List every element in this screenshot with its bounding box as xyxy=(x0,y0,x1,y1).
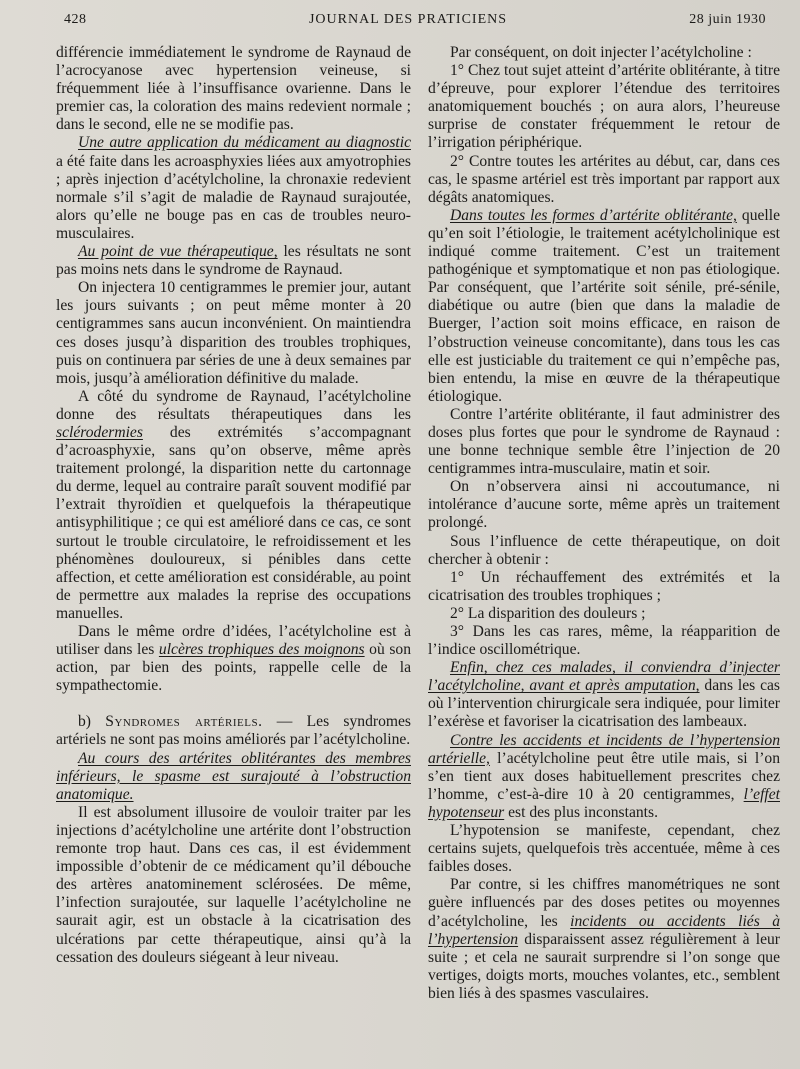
running-header xyxy=(50,12,766,34)
paragraph: différencie immédiatement le syndrome de Raynaud de l’acrocyanose avec hypertension veineuse, si fréquemment liée à l’insuffisance ovarienne. Dans le premier cas, la coloration des mains redevient normale ; dans le second, elle ne se modifie pas. xyxy=(56,44,411,134)
right-column xyxy=(428,44,780,1003)
journal-title: JOURNAL DES PRATICIENS xyxy=(308,12,508,27)
paragraph: Sous l’influence de cette thérapeutique, on doit chercher à obtenir : xyxy=(428,532,780,568)
left-column xyxy=(56,44,411,967)
page-number: 428 xyxy=(64,12,87,27)
list-item: 2° Contre toutes les artérites au début, car, dans ces cas, le spasme artériel est très important par rapport aux dégâts anatomiques. xyxy=(428,152,780,206)
paragraph: On n’observera ainsi ni accoutumance, ni intolérance d’aucune sorte, même après un traitement prolongé. xyxy=(428,478,780,532)
paragraph: Par contre, si les chiffres manométriques ne sont guère influencés par des doses petites ou moyennes d’acétylcholine, les incidents ou accidents liés à l’hypertension disparaissent assez régulièrement à leur suite ; et cela ne saurait surprendre si l’on songe que vertiges, doigts morts, mouches volantes, etc., semblent bien liés à des spasmes vasculaires. xyxy=(428,876,781,1002)
paragraph: L’hypotension se manifeste, cependant, chez certains sujets, quelquefois très accentuée, même à ces faibles doses. xyxy=(428,822,780,876)
paragraph: Contre les accidents et incidents de l’hypertension artérielle, l’acétylcholine peut être utile mais, si l’on s’en tient aux doses habituellement prescrites chez l’homme, c’est-à-dire 10 à 20 centigrammes, l’effet hypotenseur est des plus inconstants. xyxy=(428,731,780,821)
issue-date: 28 juin 1930 xyxy=(689,12,766,27)
section-heading-paragraph: b) Syndromes artériels. — Les syndromes artériels ne sont pas moins améliorés par l’acétylcholine. xyxy=(56,713,412,749)
paragraph: On injectera 10 centigrammes le premier jour, autant les jours suivants ; on peut même monter à 20 centigrammes sans aucun inconvénient. On maintiendra ces doses jusqu’à disparition des troubles trophiques, puis on continuera par séries de une à deux semaines par mois, jusqu’à amélioration définitive du malade. xyxy=(56,279,411,387)
paragraph: Enfin, chez ces malades, il conviendra d’injecter l’acétylcholine, avant et après amputation, dans les cas où l’intervention chirurgicale sera indiquée, pour limiter l’exérèse et favoriser la cicatrisation des lambeaux. xyxy=(428,659,780,731)
list-item: 1° Chez tout sujet atteint d’artérite oblitérante, à titre d’épreuve, pour explorer l’étendue des territoires anatomiquement bouchés ; on aura alors, l’heureuse surprise de constater fréquemment le retour de l’irrigation périphérique. xyxy=(428,62,780,152)
paragraph: Dans le même ordre d’idées, l’acétylcholine est à utiliser dans les ulcères trophiques des moignons où son action, par bien des points, rappelle celle de la sympathectomie. xyxy=(56,623,411,695)
paragraph: Dans toutes les formes d’artérite oblitérante, quelle qu’en soit l’étiologie, le traitement acétylcholinique est indiqué comme traitement. C’est un traitement pathogénique et symptomatique et non pas étiologique. Par conséquent, que l’artérite soit sénile, pré-sénile, diabétique ou autre (bien que dans la maladie de Buerger, l’action soit moins efficace, en raison de l’obstruction veineuse concomitante), dans tous les cas elle est justiciable du traitement ce qui n’empêche pas, bien entendu, la mise en œuvre de la thérapeutique étiologique. xyxy=(428,206,780,405)
paragraph: Contre l’artérite oblitérante, il faut administrer des doses plus fortes que pour le syndrome de Raynaud : une bonne technique semble être l’injection de 20 centigrammes intra-musculaire, matin et soir. xyxy=(428,405,780,478)
list-item: 2° La disparition des douleurs ; xyxy=(450,604,646,622)
paragraph: Par conséquent, on doit injecter l’acétylcholine : xyxy=(450,44,752,61)
paragraph: Une autre application du médicament au diagnostic a été faite dans les acroasphyxies liées aux amyotrophies ; après injection d’acétylcholine, la chronaxie redevient normale s’il s’agit de maladie de Raynaud surajoutée, alors qu’elle ne bouge pas en cas de troubles neuro-musculaires. xyxy=(56,134,411,242)
list-item: 3° Dans les cas rares, même, la réapparition de l’indice oscillométrique. xyxy=(428,623,780,659)
paragraph: Il est absolument illusoire de vouloir traiter par les injections d’acétylcholine une artérite dont l’obstruction remonte trop haut. Dans ces cas, il est évidemment impossible d’obtenir de ce médicament qu’il débouche des artères anatominement sclérosées. De même, l’infection surajoutée, sur laquelle l’acétylcholine ne saurait agir, est un obstacle à la cicatrisation des ulcérations par cette thérapeutique, ainsi qu’à la cessation des douleurs siégeant à leur niveau. xyxy=(56,803,411,966)
paragraph: Au point de vue thérapeutique, les résultats ne sont pas moins nets dans le syndrome de Raynaud. xyxy=(56,243,411,279)
paragraph: Au cours des artérites oblitérantes des membres inférieurs, le spasme est surajouté à l’obstruction anatomique. xyxy=(56,749,411,803)
list-item: 1° Un réchauffement des extrémités et la cicatrisation des troubles trophiques ; xyxy=(428,568,780,604)
paragraph: A côté du syndrome de Raynaud, l’acétylcholine donne des résultats thérapeutiques dans les sclérodermies des extrémités s’accompagnant d’acroasphyxie, sans qu’on observe, même après traitement prolongé, la disparition nette du cartonnage du derme, lequel au contraire paraît souvent modifié par l’extrait thyroïdien et quelquefois la thérapeutique antisyphilitique ; ce qui est amélioré dans ce cas, ce sont surtout le trouble circulatoire, le refroidissement et les phénomènes douloureux, si pénibles dans cette affection, et cette amélioration est considérable, au point de permettre aux malades la reprise des occupations manuelles. xyxy=(56,387,411,622)
